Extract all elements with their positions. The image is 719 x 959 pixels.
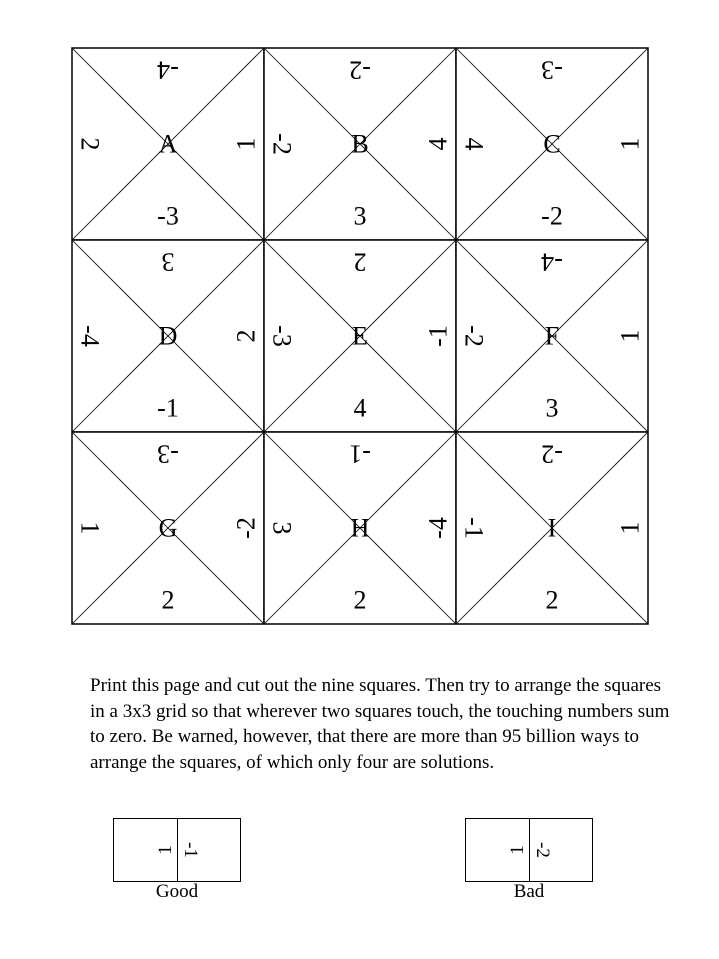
tile-h bbox=[264, 432, 456, 624]
tile-top-number: -4 bbox=[157, 55, 179, 85]
tile-left-number: -2 bbox=[267, 133, 297, 155]
bad-example-box bbox=[465, 818, 593, 882]
bad-example-right-number: -2 bbox=[531, 842, 553, 858]
tile-bottom-number: -2 bbox=[541, 201, 563, 231]
tile-c bbox=[456, 48, 648, 240]
tile-right-number: -1 bbox=[423, 325, 453, 347]
good-example-box bbox=[113, 818, 241, 882]
tile-g bbox=[72, 432, 264, 624]
tile-left-number: -3 bbox=[267, 325, 297, 347]
tile-bottom-number: 4 bbox=[353, 393, 367, 423]
tile-top-number: -2 bbox=[349, 55, 371, 85]
tile-top-number: -4 bbox=[541, 247, 563, 277]
tile-f bbox=[456, 240, 648, 432]
tile-a bbox=[72, 48, 264, 240]
tile-letter: C bbox=[543, 129, 561, 159]
tile-i bbox=[456, 432, 648, 624]
good-example-left-number: 1 bbox=[154, 845, 176, 855]
tile-letter: I bbox=[547, 513, 557, 543]
tile-right-number: -4 bbox=[423, 517, 453, 539]
tile-bottom-number: 2 bbox=[161, 585, 175, 615]
tile-right-number: 1 bbox=[615, 329, 645, 343]
tile-right-number: 1 bbox=[615, 521, 645, 535]
tile-left-number: 1 bbox=[75, 521, 105, 535]
tile-top-number: 3 bbox=[161, 247, 175, 277]
tile-letter: B bbox=[351, 129, 369, 159]
tile-left-number: 2 bbox=[75, 137, 105, 151]
tile-bottom-number: -1 bbox=[157, 393, 179, 423]
good-example-caption: Good bbox=[155, 881, 199, 902]
bad-example-left-number: 1 bbox=[506, 845, 528, 855]
bad-example bbox=[465, 818, 593, 903]
tile-top-number: 2 bbox=[353, 247, 367, 277]
tile-top-number: -1 bbox=[349, 439, 371, 469]
tile-letter: A bbox=[158, 129, 178, 159]
tile-right-number: -2 bbox=[231, 517, 261, 539]
tile-bottom-number: 2 bbox=[545, 585, 559, 615]
tile-letter: E bbox=[352, 321, 368, 351]
tile-right-number: 2 bbox=[231, 329, 261, 343]
tile-top-number: -2 bbox=[541, 439, 563, 469]
bad-example-caption: Bad bbox=[513, 881, 545, 902]
tile-left-number: -4 bbox=[75, 325, 105, 347]
tile-left-number: 4 bbox=[459, 137, 489, 151]
tile-bottom-number: 3 bbox=[545, 393, 559, 423]
tile-letter: H bbox=[350, 513, 370, 543]
tile-letter: G bbox=[158, 513, 178, 543]
instructions-text: Print this page and cut out the nine squares. Then try to arrange the squares in a 3x3 grid so that wherever two squares touch, the touching numbers sum to zero. Be warned, however, that there are more than 95 billion ways to arrange the squares, of which only four are solutions. bbox=[90, 675, 670, 773]
tile-bottom-number: -3 bbox=[157, 201, 179, 231]
tile-letter: D bbox=[158, 321, 178, 351]
tile-right-number: 1 bbox=[615, 137, 645, 151]
tile-bottom-number: 3 bbox=[353, 201, 367, 231]
tile-e bbox=[264, 240, 456, 432]
good-example bbox=[113, 818, 241, 903]
tile-right-number: 1 bbox=[231, 137, 261, 151]
tile-left-number: -1 bbox=[459, 517, 489, 539]
tile-right-number: 4 bbox=[423, 137, 453, 151]
tile-bottom-number: 2 bbox=[353, 585, 367, 615]
tile-letter: F bbox=[544, 321, 560, 351]
good-example-right-number: -1 bbox=[179, 842, 201, 858]
tile-top-number: -3 bbox=[157, 439, 179, 469]
tile-left-number: -2 bbox=[459, 325, 489, 347]
tile-top-number: -3 bbox=[541, 55, 563, 85]
tile-b bbox=[264, 48, 456, 240]
tile-left-number: 3 bbox=[267, 521, 297, 535]
tile-d bbox=[72, 240, 264, 432]
